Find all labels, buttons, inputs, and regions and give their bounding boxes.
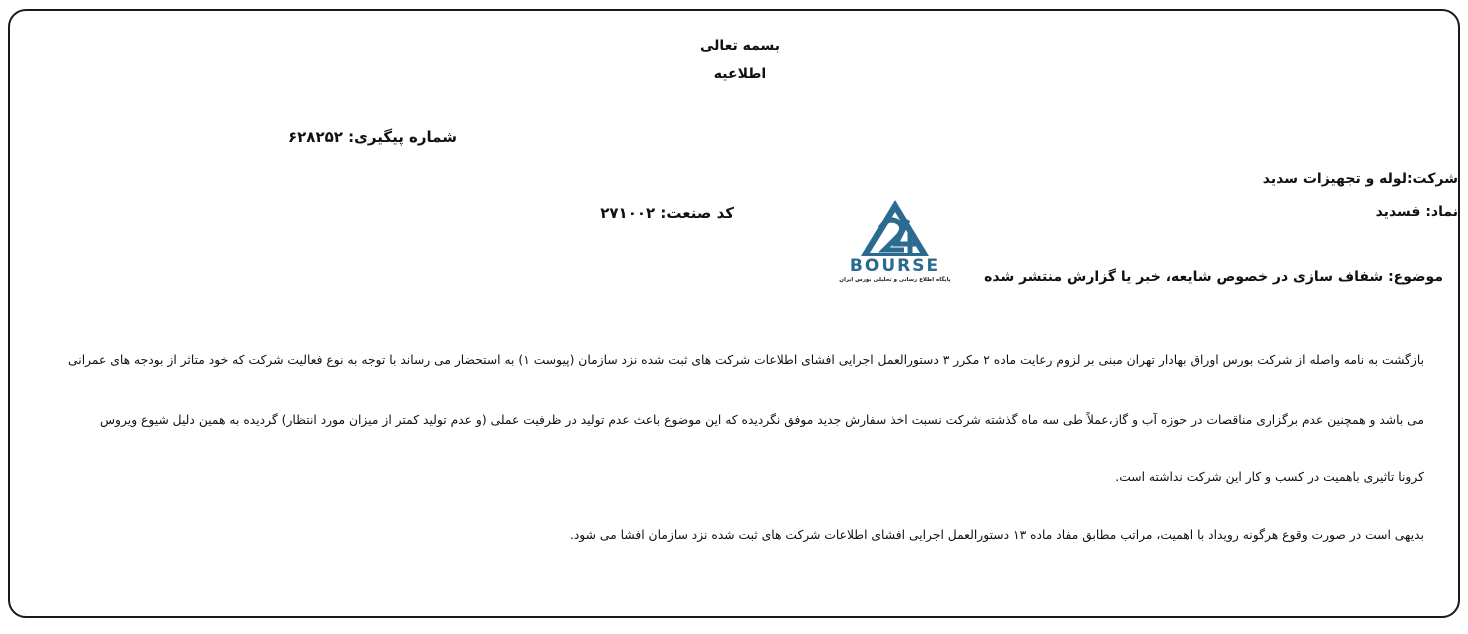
bourse-emblem-icon <box>836 198 954 258</box>
subject-field <box>984 269 1443 285</box>
company-label: شرکت: <box>1406 171 1458 187</box>
subject-value: شفاف سازی در خصوص شایعه، خبر یا گزارش منتشر شده <box>984 269 1384 285</box>
symbol-value: فسدید <box>1375 204 1421 220</box>
body-paragraph-line-1: بازگشت به نامه واصله از شرکت بورس اوراق بهادار تهران مبنی بر لزوم رعایت ماده ۲ مکرر ۳ دستورالعمل اجرایی افشای اطلاعات شرکت های ثبت شده نزد سازمان (پیوست ۱) به استحضار می رساند با توجه به نوع فعالیت شرکت که خود متاثر از بودجه های عمرانی <box>68 353 1424 367</box>
bourse24-logo <box>836 198 954 290</box>
tracking-value: ۶۲۸۲۵۲ <box>287 128 343 146</box>
tracking-number <box>288 128 457 146</box>
industry-code-value: ۲۷۱۰۰۲ <box>600 204 656 222</box>
invocation-heading: بسمه تعالی <box>699 38 781 54</box>
logo-tagline: پایگاه اطلاع رسانی و تحلیلی بورس ایران <box>839 277 951 283</box>
body-paragraph-line-2: می باشد و همچنین عدم برگزاری مناقصات در حوزه آب و گاز،عملاً طی سه ماه گذشته شرکت نسبت اخذ سفارش جدید موفق نگردیده که این موضوع باعث عدم تولید در ظرفیت عملی (و عدم تولید کمتر از میزان مورد انتظار) گردیده به همین دلیل شیوع ویروس <box>100 413 1424 427</box>
company-field <box>1263 171 1458 187</box>
body-paragraph-line-3: کرونا تاثیری باهمیت در کسب و کار این شرکت نداشته است. <box>1115 470 1424 484</box>
industry-code-field <box>600 204 734 222</box>
logo-wordmark: BOURSE <box>849 256 941 276</box>
document-frame <box>8 9 1460 618</box>
tracking-label: شماره پیگیری: <box>348 128 457 146</box>
symbol-field <box>1376 204 1458 220</box>
page-title: اطلاعیه <box>713 66 767 82</box>
industry-code-label: کد صنعت: <box>660 204 734 222</box>
symbol-label: نماد: <box>1425 204 1458 220</box>
body-paragraph-line-4: بدیهی است در صورت وقوع هرگونه رویداد با اهمیت، مراتب مطابق مفاد ماده ۱۳ دستورالعمل اجرایی افشای اطلاعات شرکت های ثبت شده نزد سازمان افشا می شود. <box>569 528 1424 542</box>
subject-label: موضوع: <box>1388 269 1443 285</box>
company-value: لوله و تجهیزات سدید <box>1262 171 1407 187</box>
